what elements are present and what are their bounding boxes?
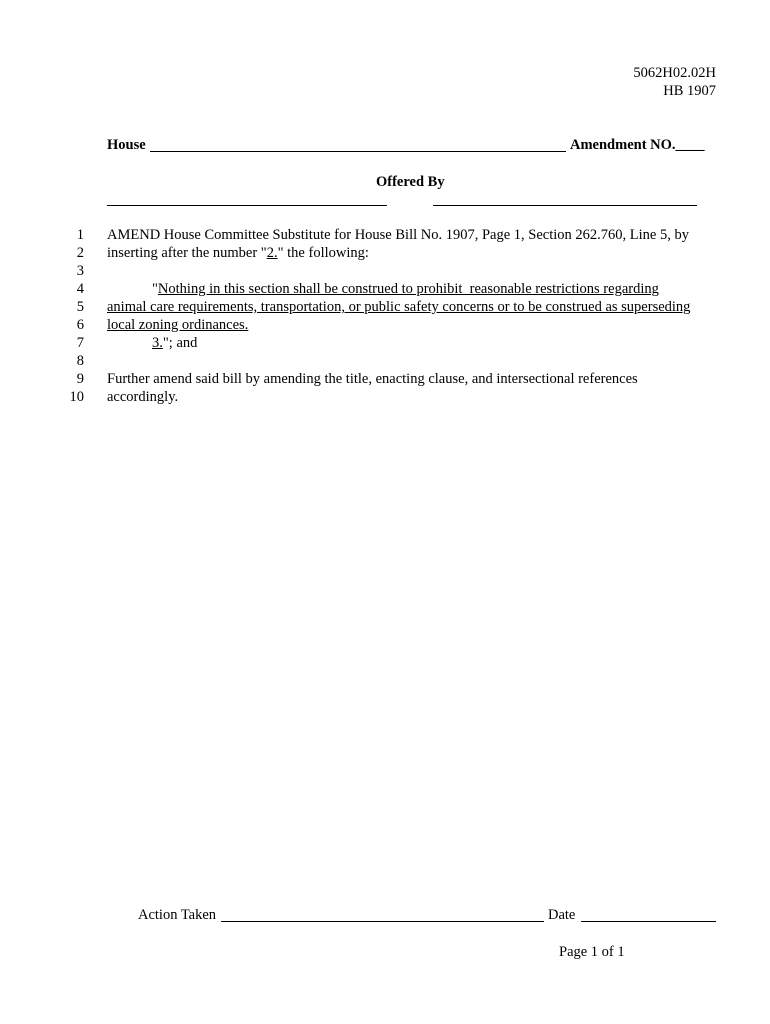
date-label: Date <box>548 907 576 923</box>
body-line-2 <box>107 244 369 262</box>
house-label: House <box>107 137 146 153</box>
body-line-5: animal care requirements, transportation, or public safety concerns or to be construed as superseding <box>107 299 691 315</box>
line-number: 7 <box>76 335 84 351</box>
date-line <box>581 921 716 922</box>
line-number: 5 <box>76 299 84 315</box>
line-number: 8 <box>76 353 84 369</box>
body-line-6: local zoning ordinances. <box>107 317 249 333</box>
house-blank-line <box>150 151 566 152</box>
renumbered-subsection: 3. <box>152 335 163 351</box>
bill-number: HB 1907 <box>663 83 716 99</box>
line-number: 3 <box>76 263 84 279</box>
body-line-7 <box>152 334 197 352</box>
action-taken-label: Action Taken <box>138 907 217 923</box>
amendment-number-label: Amendment NO.____ <box>570 137 705 153</box>
line-number: 6 <box>76 317 84 333</box>
line-number: 1 <box>76 227 84 243</box>
line-number: 4 <box>76 281 84 297</box>
offered-by-line-left <box>107 205 387 206</box>
offered-by-line-right <box>433 205 697 206</box>
line-number: 2 <box>76 245 84 261</box>
page-number: Page 1 of 1 <box>559 944 625 960</box>
body-line-2-pre: inserting after the number " <box>107 245 267 261</box>
offered-by-label: Offered By <box>376 174 445 190</box>
line-number: 9 <box>76 371 84 387</box>
body-line-1: AMEND House Committee Substitute for House Bill No. 1907, Page 1, Section 262.760, Line 5, by <box>107 227 689 243</box>
body-line-7-post: "; and <box>162 335 198 351</box>
open-quote: " <box>152 281 158 297</box>
body-line-4 <box>152 280 659 298</box>
body-line-9: Further amend said bill by amending the title, enacting clause, and intersectional references <box>107 371 638 387</box>
body-line-2-post: " the following: <box>277 245 369 261</box>
body-line-10: accordingly. <box>107 389 179 405</box>
inserted-number: 2. <box>266 245 278 261</box>
document-id: 5062H02.02H <box>633 65 716 81</box>
action-taken-line <box>221 921 544 922</box>
inserted-text-start: Nothing in this section shall be construed to prohibit reasonable restrictions regarding <box>157 281 659 297</box>
line-number: 10 <box>69 389 84 405</box>
